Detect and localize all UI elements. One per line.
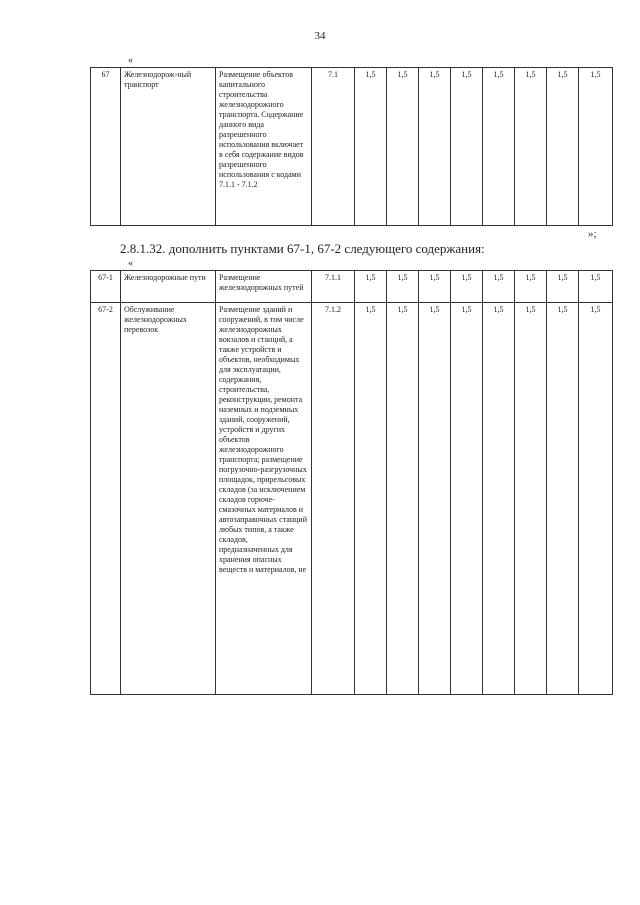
row-number: 67-1 <box>91 271 121 303</box>
row-value: 1,5 <box>547 271 579 303</box>
table-row <box>91 303 613 695</box>
closing-quote: »; <box>588 228 597 240</box>
row-number: 67-2 <box>91 303 121 695</box>
row-name: Железнодорож-ный транспорт <box>121 68 216 226</box>
row-value: 1,5 <box>451 271 483 303</box>
row-code: 7.1.1 <box>312 271 355 303</box>
row-name: Обслуживание железнодорожных перевозок <box>121 303 216 695</box>
row-value: 1,5 <box>579 271 613 303</box>
table-row <box>91 68 613 226</box>
row-value: 1,5 <box>419 303 451 695</box>
row-description: Размещение зданий и сооружений, в том числе железнодорожных вокзалов и станций, а также устройств и объектов, необходимых для эксплуатации, содержания, строительства, реконструкции, ремонта наземных и подземных зданий, сооружений, устройств и других объектов железнодорожного транспорта; размещение погрузочно-разгрузочных площадок, прирельсовых складов (за исключением складов горюче-смазочных материалов и автозаправочных станций любых типов, а также складов, предназначенных для хранения опасных веществ и материалов, не <box>216 303 312 695</box>
table-2 <box>90 270 613 695</box>
row-value: 1,5 <box>483 303 515 695</box>
row-value: 1,5 <box>515 68 547 226</box>
row-code: 7.1.2 <box>312 303 355 695</box>
row-value: 1,5 <box>483 68 515 226</box>
row-value: 1,5 <box>419 271 451 303</box>
row-value: 1,5 <box>579 68 613 226</box>
row-value: 1,5 <box>355 303 387 695</box>
row-value: 1,5 <box>419 68 451 226</box>
table-1 <box>90 67 613 226</box>
row-value: 1,5 <box>579 303 613 695</box>
row-code: 7.1 <box>312 68 355 226</box>
row-value: 1,5 <box>355 68 387 226</box>
row-value: 1,5 <box>547 303 579 695</box>
row-value: 1,5 <box>547 68 579 226</box>
row-value: 1,5 <box>515 303 547 695</box>
row-value: 1,5 <box>483 271 515 303</box>
row-value: 1,5 <box>355 271 387 303</box>
section-heading: 2.8.1.32. дополнить пунктами 67-1, 67-2 следующего содержания: <box>120 241 485 256</box>
row-value: 1,5 <box>451 68 483 226</box>
row-description: Размещение объектов капитального строительства железнодорожного транспорта. Содержание данного вида разрешенного использования включает в себя содержание видов разрешенного использования с кодами 7.1.1 - 7.1.2 <box>216 68 312 226</box>
row-value: 1,5 <box>387 68 419 226</box>
page-number: 34 <box>314 30 326 42</box>
row-value: 1,5 <box>451 303 483 695</box>
opening-quote: « <box>128 258 133 269</box>
row-name: Железнодорожные пути <box>121 271 216 303</box>
opening-quote: « <box>128 55 133 66</box>
row-value: 1,5 <box>387 271 419 303</box>
row-value: 1,5 <box>387 303 419 695</box>
row-value: 1,5 <box>515 271 547 303</box>
row-description: Размещение железнодорожных путей <box>216 271 312 303</box>
table-row <box>91 271 613 303</box>
row-number: 67 <box>91 68 121 226</box>
